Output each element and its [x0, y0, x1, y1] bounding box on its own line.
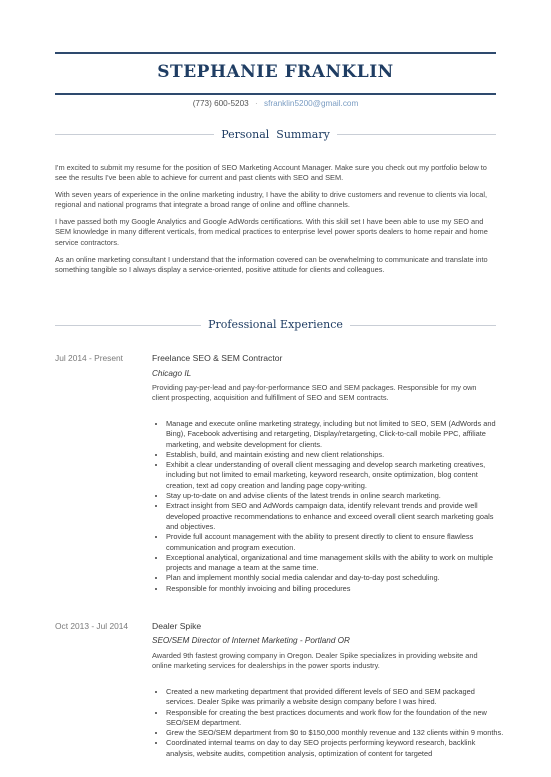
header-top-rule	[55, 52, 496, 54]
job-dates: Jul 2014 - Present	[55, 353, 123, 363]
list-item: • Exceptional analytical, organizational and time management skills with the ability to work on multiple projects and manage a team at the same time.	[166, 553, 506, 574]
list-item: • Establish, build, and maintain existing and new client relationships.	[166, 450, 506, 460]
contact-line	[0, 99, 551, 108]
experience-heading: Professional Experience	[0, 318, 551, 331]
summary-paragraph: I have passed both my Google Analytics and Google AdWords certifications. With this skill set I have been able to use my SEO and SEM knowledge in many different verticals, from medical practices to enterprise level power sports dealers to home repair and home service contractors.	[55, 217, 488, 247]
email-link[interactable]: sfranklin5200@gmail.com	[263, 99, 359, 108]
candidate-name: STEPHANIE FRANKLIN	[157, 62, 394, 82]
summary-paragraph: As an online marketing consultant I understand that the information covered can be overwhelming to communicate and translate into something tangible so I always display a service-oriented, positive attitude for clients and colleagues.	[55, 255, 488, 275]
job-description: Providing pay-per-lead and pay-for-performance SEO and SEM packages. Responsible for my own client prospecting, acquisition and fulfillment of SEO and SEM contracts.	[152, 383, 477, 403]
list-item: • Extract insight from SEO and AdWords campaign data, identify relevant trends and provide well developed proactive recommendations to enhance and exceed overall client search marketing goals and objectives.	[166, 501, 506, 532]
summary-paragraph: I'm excited to submit my resume for the position of SEO Marketing Account Manager. Make sure you check out my portfolio below to see the results I've been able to achieve for current and past clients with SEO and SEM.	[55, 163, 487, 183]
list-item: • Provide full account management with the ability to present directly to client to ensure flawless communication and program execution.	[166, 532, 506, 553]
list-item: • Stay up-to-date on and advise clients of the latest trends in online search marketing.	[166, 491, 506, 501]
list-item: • Exhibit a clear understanding of overall client messaging and develop search marketing creatives, including but not limited to email marketing, keyword research, onsite optimization, blog content creation, text ad copy creation and landing page copy-writing.	[166, 460, 506, 491]
list-item: • Manage and execute online marketing strategy, including but not limited to SEO, SEM (AdWords and Bing), Facebook advertising and retargeting, Display/retargeting, Click-to-call mobile PPC, affiliate marketing, and website development for clients.	[166, 419, 506, 450]
job-title: Dealer Spike	[152, 621, 202, 631]
summary-paragraph: With seven years of experience in the online marketing industry, I have the ability to drive customers and revenue to clients via local, regional and national programs that integrate a broad range of online and offline channels.	[55, 190, 488, 210]
list-item: • Responsible for monthly invoicing and billing procedures	[166, 584, 506, 594]
list-item: • Coordinated internal teams on day to day SEO projects performing keyword research, backlink analysis, website audits, competition analysis, optimization of content for targeted	[166, 738, 506, 759]
list-item: • Plan and implement monthly social media calendar and day-to-day post scheduling.	[166, 573, 506, 583]
job-location: Chicago IL	[152, 369, 192, 378]
header-bottom-rule	[55, 93, 496, 95]
contact-separator: ·	[254, 99, 258, 108]
job-dates: Oct 2013 - Jul 2014	[55, 621, 129, 631]
list-item: • Grew the SEO/SEM department from $0 to $150,000 monthly revenue and 132 clients within 9 months.	[166, 728, 506, 738]
job-title: Freelance SEO & SEM Contractor	[152, 353, 283, 363]
phone-number: (773) 600-5203	[192, 99, 249, 108]
job-bullet-list	[152, 419, 506, 594]
job-description: Awarded 9th fastest growing company in Oregon. Dealer Spike specializes in providing website and online marketing services for dealerships in the power sports industry.	[152, 651, 478, 671]
job-location: SEO/SEM Director of Internet Marketing - Portland OR	[152, 636, 350, 645]
job-bullet-list	[152, 687, 506, 759]
list-item: • Created a new marketing department that provided different levels of SEO and SEM packaged services. Dealer Spike was primarily a website design company before I was hired.	[166, 687, 506, 708]
summary-heading: Personal Summary	[0, 128, 551, 141]
list-item: • Responsible for creating the best practices documents and work flow for the foundation of the new SEO/SEM department.	[166, 708, 506, 729]
